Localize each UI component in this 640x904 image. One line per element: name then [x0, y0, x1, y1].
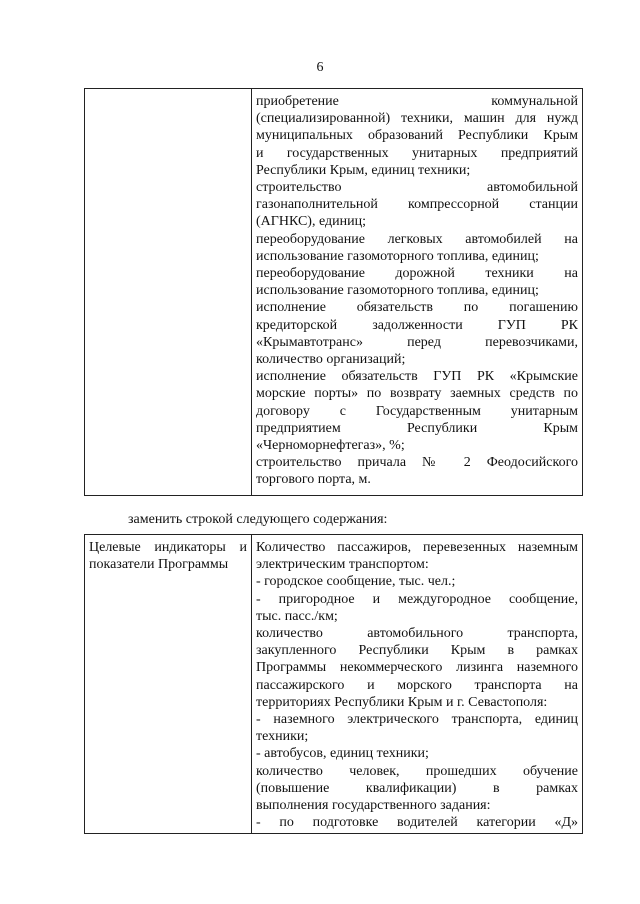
text-line: и государственных унитарных предприятий — [256, 145, 578, 161]
text-line: территориях Республики Крым и г. Севастополя: — [256, 694, 548, 710]
table-cell-right — [252, 535, 583, 834]
text-line: электрическим транспортом: — [256, 557, 429, 573]
text-line: кредиторской задолженности ГУП РК — [256, 317, 578, 333]
left-cell-text — [85, 89, 251, 95]
text-line: предприятием Республики Крым — [256, 420, 578, 436]
text-line: - наземного электрического транспорта, единиц — [256, 712, 578, 728]
text-line: «Черноморнефтегаз», %; — [256, 438, 405, 454]
text-line: количество автомобильного транспорта, — [256, 626, 578, 642]
text-line: переоборудование легковых автомобилей на — [256, 231, 578, 247]
table-row — [85, 535, 583, 834]
indicators-table-new — [84, 534, 583, 834]
text-line: - автобусов, единиц техники; — [256, 746, 429, 762]
text-line: - по подготовке водителей категории «Д» — [256, 815, 578, 831]
text-line: техники; — [256, 729, 309, 745]
text-line: строительство причала № 2 Феодосийского — [256, 455, 578, 471]
text-line: «Крымавтотранс» перед перевозчиками, — [256, 334, 578, 350]
right-cell-text — [252, 89, 582, 491]
page-number: 6 — [316, 60, 324, 75]
text-line: тыс. пасс./км; — [256, 608, 338, 624]
text-line: газонаполнительной компрессорной станции — [256, 197, 578, 213]
text-line: торгового порта, м. — [256, 472, 371, 488]
text-line: показатели Программы — [89, 557, 229, 573]
text-line: - городское сообщение, тыс. чел.; — [256, 574, 456, 590]
text-line: количество человек, прошедших обучение — [256, 763, 578, 779]
text-line: (специализированной) техники, машин для нужд — [256, 111, 578, 127]
text-line: использование газомоторного топлива, единиц; — [256, 248, 539, 264]
text-line: морские порты» по возврату заемных средств по — [256, 386, 578, 402]
table-cell-right — [252, 89, 583, 496]
indicators-table-old — [84, 88, 583, 496]
text-line: закупленного Республики Крым в рамках — [256, 643, 578, 659]
text-line: муниципальных образований Республики Крым — [256, 128, 578, 144]
text-line: - пригородное и междугородное сообщение, — [256, 591, 578, 607]
text-line: (АГНКС), единиц; — [256, 214, 366, 230]
text-line: строительство автомобильной — [256, 180, 578, 196]
text-line: Республики Крым, единиц техники; — [256, 162, 471, 178]
text-line: выполнения государственного задания: — [256, 798, 491, 814]
right-cell-text — [252, 535, 582, 833]
text-line: Количество пассажиров, перевезенных наземным — [256, 540, 578, 555]
text-line: количество организаций; — [256, 352, 406, 368]
text-line: исполнение обязательств по погашению — [256, 300, 578, 316]
left-cell-text — [85, 535, 251, 575]
text-line: договору с Государственным унитарным — [256, 403, 578, 419]
replacement-intro-text: заменить строкой следующего содержания: — [128, 512, 388, 527]
text-line: переоборудование дорожной техники на — [256, 266, 578, 282]
text-line: Целевые индикаторы и — [89, 540, 247, 555]
text-line: исполнение обязательств ГУП РК «Крымские — [256, 369, 578, 385]
table-cell-left — [85, 89, 252, 496]
text-line: (повышение квалификации) в рамках — [256, 780, 578, 796]
table-row — [85, 89, 583, 496]
text-line: приобретение коммунальной — [256, 94, 578, 109]
table-cell-left — [85, 535, 252, 834]
text-line: пассажирского и морского транспорта на — [256, 677, 578, 693]
text-line: Программы некоммерческого лизинга наземного — [256, 660, 578, 676]
text-line: использование газомоторного топлива, единиц; — [256, 283, 539, 299]
